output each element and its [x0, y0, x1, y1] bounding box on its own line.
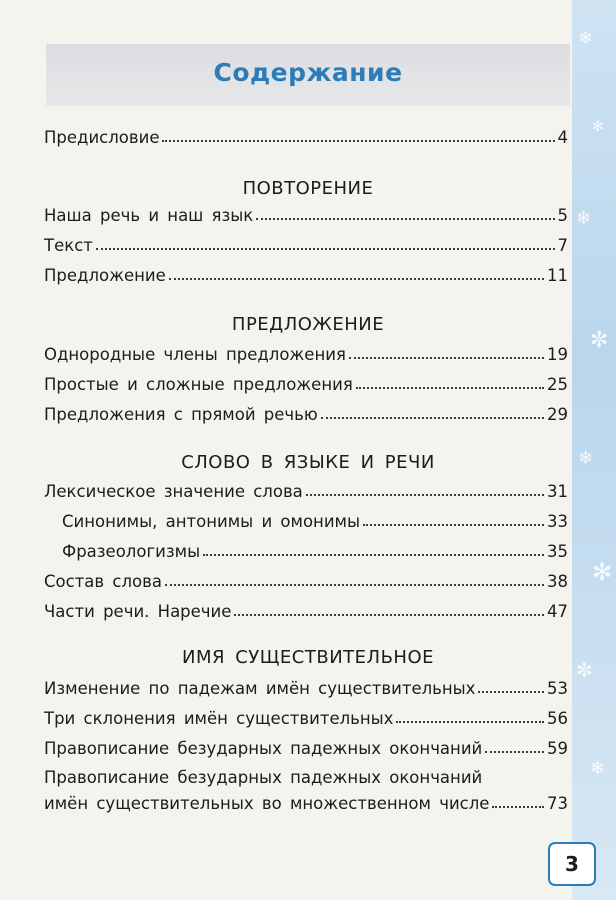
toc-entry-page: 5 — [557, 206, 568, 225]
section-heading: ПОВТОРЕНИЕ — [242, 178, 374, 199]
dot-leader — [363, 523, 544, 526]
section-heading: СЛОВО В ЯЗЫКЕ И РЕЧИ — [181, 452, 435, 473]
toc-entry-label: Текст — [44, 236, 93, 255]
dot-leader — [203, 553, 544, 556]
page-number-badge: 3 — [548, 842, 596, 886]
toc-entry-label: Синонимы, антонимы и омонимы — [62, 512, 361, 531]
dot-leader — [165, 583, 544, 586]
dot-leader — [234, 613, 544, 616]
snowflake-icon: ❄ — [578, 28, 594, 49]
snowflake-icon: ❄ — [576, 208, 592, 229]
toc-entry-label: Правописание безударных падежных окончаний — [44, 739, 483, 758]
dot-leader — [162, 139, 554, 142]
dot-leader — [396, 720, 544, 723]
toc-entry-page: 29 — [547, 405, 568, 424]
toc-entry[interactable] — [44, 794, 568, 813]
toc-entry-label: Части речи. Наречие — [44, 602, 232, 621]
toc-entry[interactable] — [44, 482, 568, 501]
toc-entry-page: 31 — [547, 482, 568, 501]
toc-entry-preface[interactable] — [44, 128, 568, 147]
toc-entry[interactable] — [44, 709, 568, 728]
toc-entry-label: Состав слова — [44, 572, 162, 591]
dot-leader — [96, 247, 555, 250]
toc-entry[interactable] — [44, 572, 568, 591]
toc-entry-page: 19 — [547, 345, 568, 364]
toc-subentry[interactable] — [62, 512, 568, 531]
toc-entry-label: Фразеологизмы — [62, 542, 201, 561]
toc-entry-page: 53 — [547, 679, 568, 698]
dot-leader — [321, 416, 544, 419]
toc-entry[interactable] — [44, 405, 568, 424]
toc-entry-page: 35 — [547, 542, 568, 561]
toc-entry-page: 73 — [547, 794, 568, 813]
toc-entry-label: Предложения с прямой речью — [44, 405, 318, 424]
toc-entry-label: имён существительных во множественном числе — [44, 794, 490, 813]
toc-entry-page: 56 — [547, 709, 568, 728]
dot-leader — [256, 217, 554, 220]
toc-entry-label: Три склонения имён существительных — [44, 709, 394, 728]
dot-leader — [492, 805, 544, 808]
snowflake-icon: ✻ — [592, 558, 613, 586]
toc-entry[interactable] — [44, 345, 568, 364]
toc-entry-page: 33 — [547, 512, 568, 531]
toc-entry[interactable] — [44, 602, 568, 621]
toc-entry-label: Однородные члены предложения — [44, 345, 346, 364]
toc-entry-page: 4 — [557, 128, 568, 147]
toc-entry-page: 25 — [547, 375, 568, 394]
toc-entry[interactable] — [44, 206, 568, 225]
page-title: Содержание — [213, 58, 403, 87]
section-heading: ИМЯ СУЩЕСТВИТЕЛЬНОЕ — [181, 647, 435, 668]
toc-entry-label: Предложение — [44, 266, 166, 285]
dot-leader — [356, 386, 544, 389]
snowflake-icon: ❄ — [590, 758, 606, 779]
toc-entry[interactable] — [44, 679, 568, 698]
snowflake-icon: ✼ — [590, 328, 609, 353]
dot-leader — [478, 690, 544, 693]
toc-entry-page: 7 — [557, 236, 568, 255]
section-heading: ПРЕДЛОЖЕНИЕ — [231, 314, 385, 335]
toc-entry[interactable] — [44, 739, 568, 758]
dot-leader — [306, 493, 544, 496]
snowflake-icon: ✻ — [592, 119, 604, 135]
toc-entry-label: Предисловие — [44, 128, 160, 147]
dot-leader — [169, 277, 544, 280]
toc-entry-page: 47 — [547, 602, 568, 621]
toc-subentry[interactable] — [62, 542, 568, 561]
toc-entry-page: 11 — [547, 266, 568, 285]
toc-entry[interactable] — [44, 266, 568, 285]
toc-entry-label-line1: Правописание безударных падежных окончаний — [44, 768, 483, 787]
dot-leader — [349, 356, 544, 359]
snowflake-icon: ❄ — [578, 448, 594, 469]
toc-entry-label: Лексическое значение слова — [44, 482, 303, 501]
toc-entry-page: 38 — [547, 572, 568, 591]
toc-entry-page: 59 — [547, 739, 568, 758]
dot-leader — [485, 750, 544, 753]
toc-entry[interactable] — [44, 375, 568, 394]
snowflake-icon: ✼ — [576, 658, 593, 682]
toc-entry-label: Простые и сложные предложения — [44, 375, 353, 394]
toc-entry-label: Изменение по падежам имён существительных — [44, 679, 476, 698]
toc-entry-label: Наша речь и наш язык — [44, 206, 254, 225]
toc-entry[interactable] — [44, 236, 568, 255]
